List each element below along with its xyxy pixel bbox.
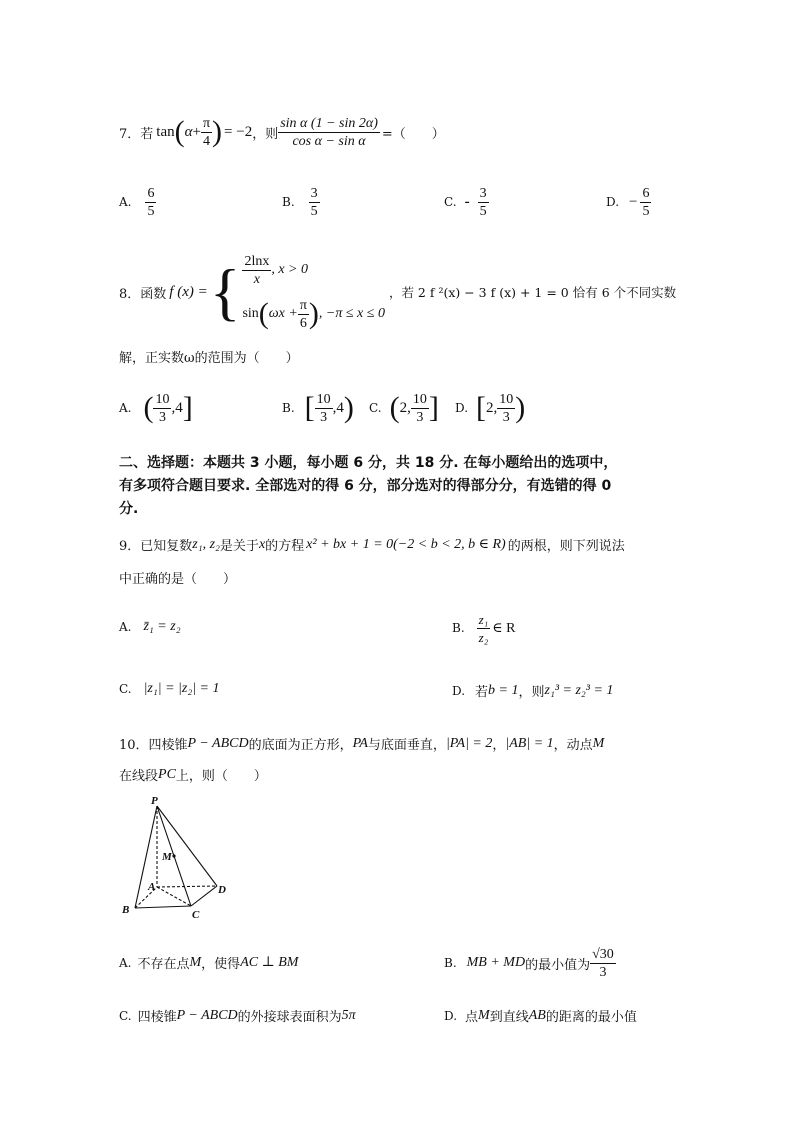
option-key: A. — [119, 955, 132, 970]
q8-fx: f (x) = — [169, 283, 208, 300]
option-key: D. — [606, 195, 620, 209]
q8-case-1: $\frac{2\ln x}{x}$ , x > 0 — [244, 253, 308, 287]
option-sign: − — [629, 193, 638, 210]
q8-option-c[interactable]: C. ( 2, $\frac{10}{3}$ ] — [369, 391, 439, 425]
q7-option-d[interactable] — [606, 182, 651, 222]
q8-option-a[interactable]: A. ( $\frac{10}{3}$ ,4 ] — [119, 391, 193, 425]
option-key: B. — [444, 956, 457, 970]
q7-paren-left: ( — [174, 115, 185, 148]
q7-label: 7．若 — [119, 126, 154, 142]
q7-paren-right: ) — [212, 115, 223, 148]
q10-line1: 10．四棱锥 P − ABCD 的底面为正方形， PA 与底面垂直， |PA| = 2 ， |AB| = 1 ，动点 M — [119, 735, 605, 753]
q7-then: ，则 — [252, 126, 279, 142]
q7-alpha: α — [184, 123, 193, 140]
q10-option-d[interactable]: D. 点 M 到直线 AB 的距离的最小值 — [444, 1007, 637, 1025]
label-b: B — [122, 904, 130, 916]
q10-option-b[interactable]: B. MB + MD 的最小值为 $\frac{√30}{3}$ — [444, 946, 614, 980]
option-key: A. — [119, 401, 132, 415]
q8-line2: 解，正实数ω的范围为（ ） — [119, 351, 299, 366]
option-key: A. — [119, 195, 132, 209]
q10-line2: 在线段 PC 上，则（ ） — [119, 766, 267, 784]
q9-option-b[interactable]: B. $\frac{\text{z₁}}{\text{z₂}}$ ∈ R — [452, 611, 516, 645]
option-key: C. — [119, 682, 132, 696]
option-fraction: $\frac{6}{5}$ — [642, 185, 650, 219]
option-key: B. — [282, 195, 295, 209]
q7-eq: = −2 — [224, 123, 253, 140]
q7-tail: =（ ） — [381, 126, 445, 142]
option-key: D. — [452, 683, 466, 698]
q9-line1: 9．已知复数 z₁, z₂ 是关于 x 的方程 x² + bx + 1 = 0(−2 < b < 2, b ∈ R) 的两根，则下列说法 — [119, 536, 625, 554]
q8-cases — [242, 248, 385, 336]
option-key: C. — [369, 401, 382, 415]
q7-stem — [119, 112, 445, 152]
q7-main-fraction: $\frac{\text{sin α (1 − sin 2α)}}{\text{cos α − sin α}}$ — [280, 115, 378, 149]
label-m: M — [162, 851, 172, 863]
point-m — [172, 854, 175, 857]
q10-pyramid-figure — [115, 793, 245, 923]
option-key: C. — [119, 1008, 132, 1023]
option-sign: - — [464, 193, 470, 210]
q8-case-2: sin ( ωx + $\frac{\pi}{6}$ ) , −π ≤ x ≤ 0 — [242, 297, 385, 331]
q8-after: ，若 2 f ²(x) − 3 f (x) + 1 = 0 恰有 6 个不同实数 — [388, 285, 677, 300]
label-a: A — [148, 881, 156, 893]
q8-option-d[interactable]: D. [ 2, $\frac{10}{3}$ ) — [455, 391, 526, 425]
option-key: C. — [444, 195, 457, 209]
q7-option-b[interactable] — [282, 182, 320, 222]
q7-tan: tan — [156, 123, 175, 140]
q7-plus: + — [192, 123, 201, 140]
label-c: C — [192, 909, 200, 921]
section2-line2: 有多项符合题目要求. 全部选对的得 6 分，部分选对的得部分分，有选错的得 0 — [119, 478, 612, 494]
q9-option-d[interactable]: D. 若 b = 1 ，则 z₁³ = z₂³ = 1 — [452, 682, 614, 700]
section2-line1: 二、选择题：本题共 3 小题，每小题 6 分，共 18 分. 在每小题给出的选项中， — [119, 455, 618, 471]
q9-line2: 中正确的是（ ） — [119, 572, 237, 587]
option-key: B. — [452, 621, 465, 635]
option-key: A. — [119, 620, 132, 634]
q10-option-c[interactable]: C. 四棱锥 P − ABCD 的外接球表面积为 5π — [119, 1007, 356, 1025]
q7-option-a[interactable] — [119, 182, 156, 222]
q8-brace: { — [209, 256, 241, 327]
option-fraction: $\frac{3}{5}$ — [479, 185, 487, 219]
option-key: B. — [282, 401, 295, 415]
option-key: D. — [455, 401, 469, 415]
option-key: D. — [444, 1008, 458, 1023]
q7-pi-over-4: $\frac{\pi}{4}$ — [202, 115, 211, 149]
q8-stem — [119, 244, 676, 340]
q8-option-b[interactable]: B. [ $\frac{10}{3}$ ,4 ) — [282, 391, 354, 425]
q7-option-c[interactable] — [444, 182, 489, 222]
option-fraction: $\frac{6}{5}$ — [147, 185, 155, 219]
q10-option-a[interactable]: A. 不存在点 M ，使得 AC ⊥ BM — [119, 954, 299, 972]
option-fraction: $\frac{3}{5}$ — [310, 185, 318, 219]
section2-line3: 分. — [119, 501, 139, 517]
q9-option-a[interactable]: A. z̄₁ = z₂ — [119, 619, 181, 634]
q8-label: 8．函数 — [119, 286, 167, 302]
label-d: D — [218, 884, 226, 896]
q9-option-c[interactable]: C. |z₁| = |z₂| = 1 — [119, 681, 220, 696]
label-p: P — [151, 795, 158, 807]
